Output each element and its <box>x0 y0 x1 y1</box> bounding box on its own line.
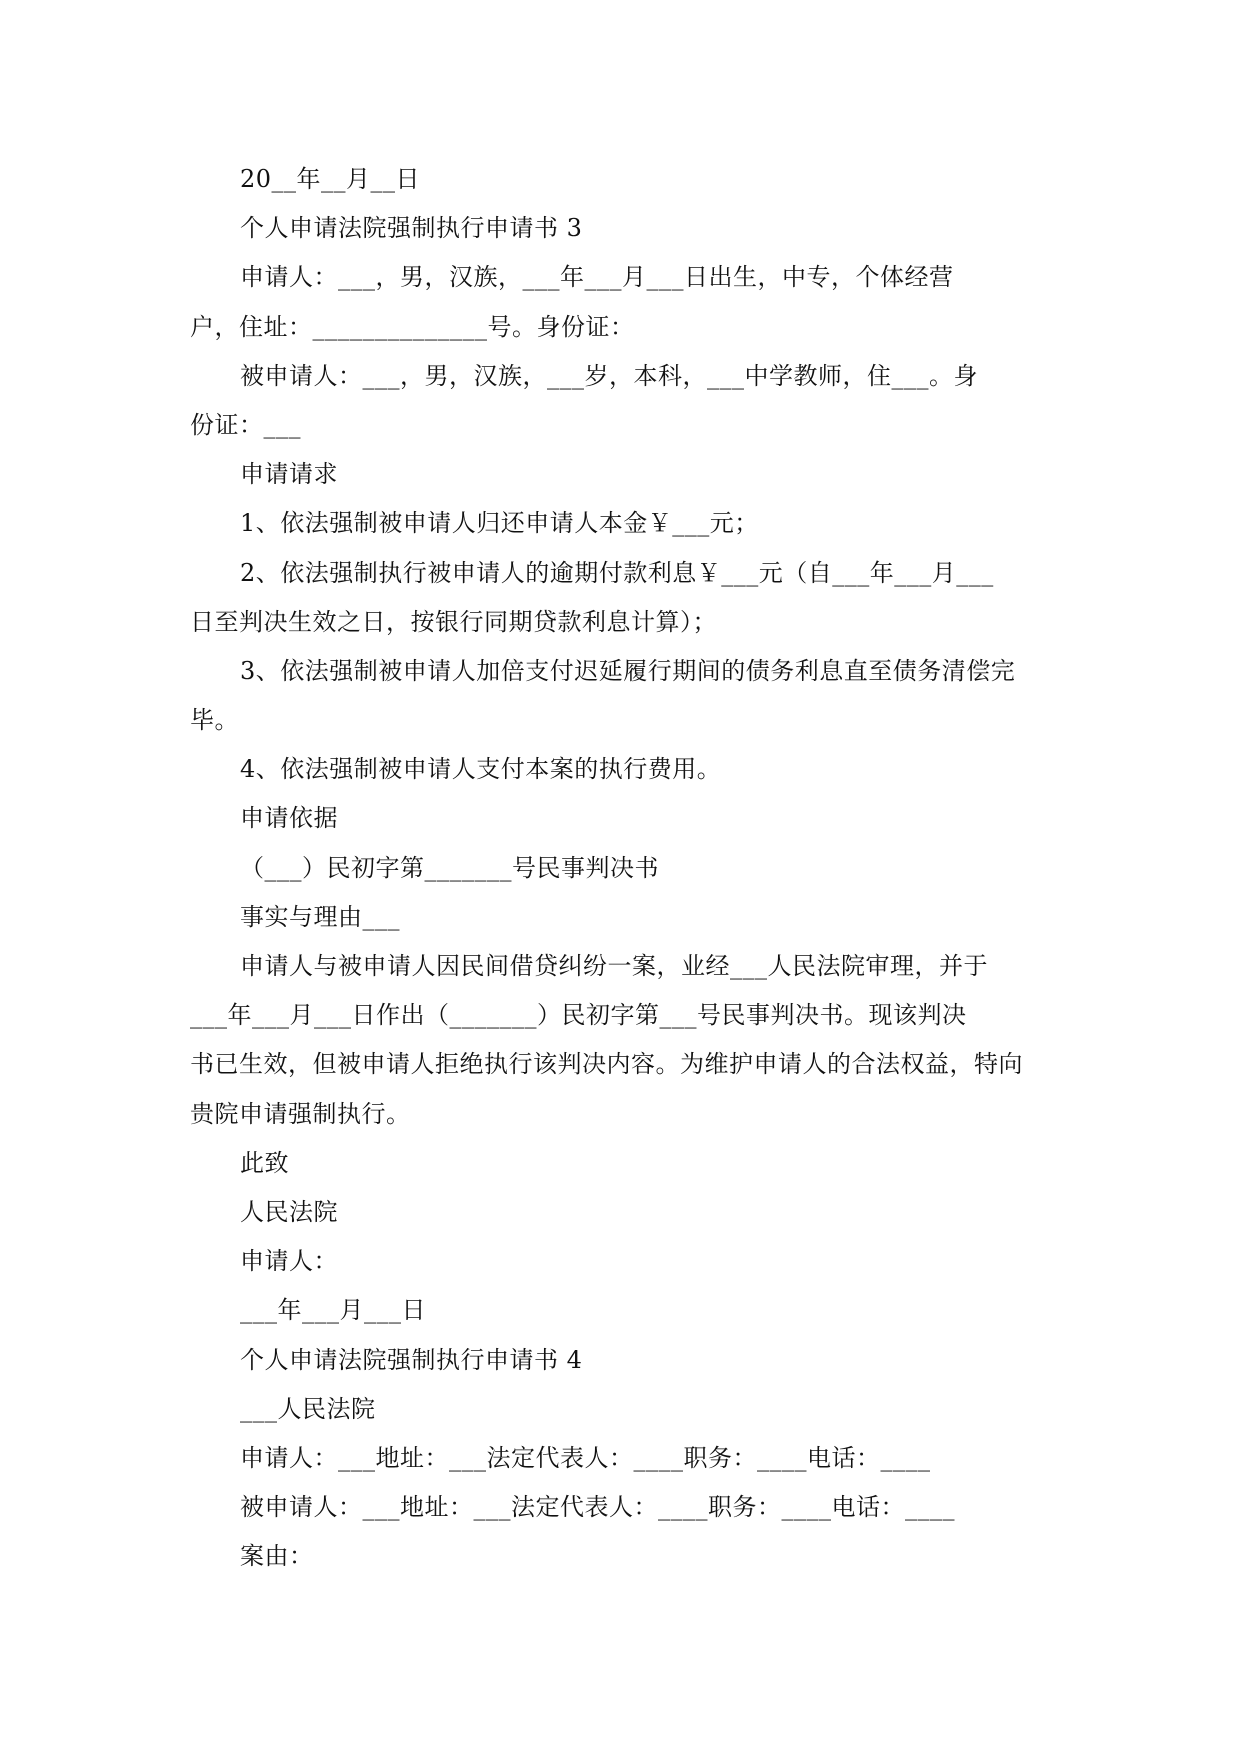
request-item-2-line-1: 2、依法强制执行被申请人的逾期付款利息￥___元（自___年___月___ <box>240 558 994 587</box>
request-item-4: 4、依法强制被申请人支付本案的执行费用。 <box>240 755 722 784</box>
section-title-3: 个人申请法院强制执行申请书 3 <box>240 214 583 243</box>
applicant-signature: 申请人： <box>240 1247 338 1276</box>
signature-date: ___年___月___日 <box>240 1296 426 1325</box>
applicant-info-line-1: 申请人：___，男，汉族，___年___月___日出生，中专，个体经营 <box>240 263 954 292</box>
request-item-3-line-2: 毕。 <box>190 706 239 735</box>
date-line: 20__年__月__日 <box>240 165 421 193</box>
basis-heading: 申请依据 <box>240 804 338 833</box>
applicant-info-line-2: 户，住址：______________号。身份证： <box>190 312 635 341</box>
court-addressee: ___人民法院 <box>240 1394 376 1423</box>
request-item-2-line-2: 日至判决生效之日，按银行同期贷款利息计算）； <box>190 607 717 636</box>
respondent-info-line-1: 被申请人：___，男，汉族，___岁，本科，___中学教师，住___。身 <box>240 361 978 390</box>
section-title-4: 个人申请法院强制执行申请书 4 <box>240 1345 583 1374</box>
case-cause: 案由： <box>240 1542 314 1571</box>
request-heading: 申请请求 <box>240 460 338 489</box>
facts-paragraph-line-3: 书已生效，但被申请人拒绝执行该判决内容。为维护申请人的合法权益，特向 <box>190 1050 1023 1079</box>
applicant-details: 申请人：___地址：___法定代表人：____职务：____电话：____ <box>240 1443 931 1472</box>
facts-paragraph-line-2: ___年___月___日作出（_______）民初字第___号民事判决书。现该判决 <box>190 1001 967 1030</box>
court-name: 人民法院 <box>240 1197 338 1226</box>
respondent-info-line-2: 份证：___ <box>190 410 301 439</box>
respondent-details: 被申请人：___地址：___法定代表人：____职务：____电话：____ <box>240 1493 955 1522</box>
facts-heading: 事实与理由___ <box>240 902 400 931</box>
salutation: 此致 <box>240 1148 289 1177</box>
basis-judgment: （___）民初字第_______号民事判决书 <box>240 853 659 882</box>
facts-paragraph-line-1: 申请人与被申请人因民间借贷纠纷一案，业经___人民法院审理，并于 <box>240 952 988 980</box>
request-item-3-line-1: 3、依法强制被申请人加倍支付迟延履行期间的债务利息直至债务清偿完 <box>240 656 1016 685</box>
request-item-1: 1、依法强制被申请人归还申请人本金￥___元； <box>240 509 759 538</box>
document-page <box>190 155 1050 1581</box>
facts-paragraph-line-4: 贵院申请强制执行。 <box>190 1099 411 1128</box>
